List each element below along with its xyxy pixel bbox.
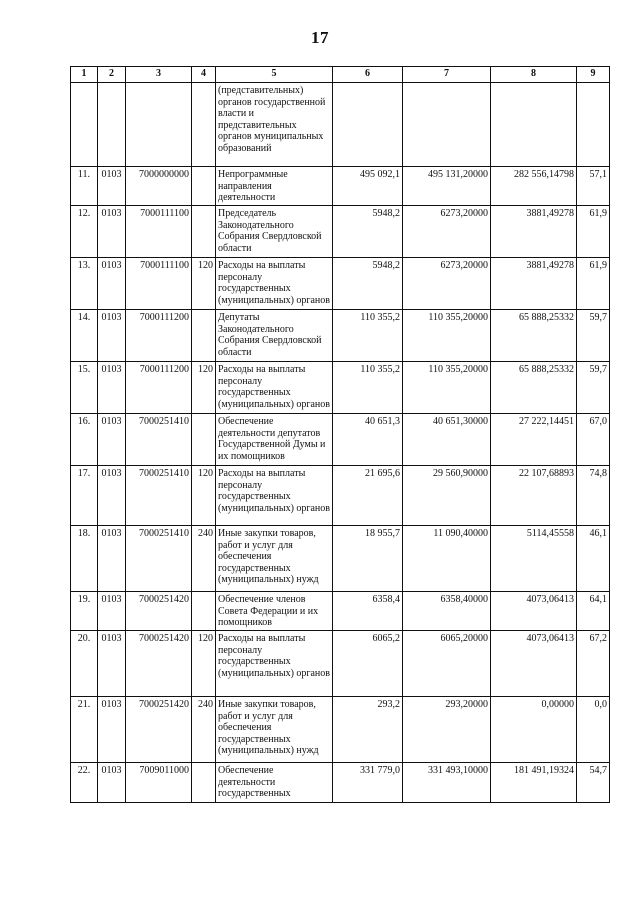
row-number: 14. (71, 310, 98, 362)
target-code: 7000111100 (126, 258, 192, 310)
item-name: (представительных) органов государственной власти и представительных органов муниципальных образований (216, 83, 333, 167)
item-name: Обеспечение деятельности депутатов Государственной Думы и их помощников (216, 414, 333, 466)
amount-revised: 29 560,90000 (403, 466, 491, 526)
amount-approved: 110 355,2 (333, 362, 403, 414)
amount-revised: 110 355,20000 (403, 310, 491, 362)
target-code: 7000111200 (126, 310, 192, 362)
amount-approved: 6065,2 (333, 631, 403, 697)
expense-type: 120 (192, 631, 216, 697)
amount-approved: 5948,2 (333, 258, 403, 310)
target-code: 7000251420 (126, 592, 192, 631)
expense-type: 240 (192, 697, 216, 763)
section-code: 0103 (98, 592, 126, 631)
table-row (71, 310, 610, 362)
section-code: 0103 (98, 206, 126, 258)
amount-executed: 27 222,14451 (491, 414, 577, 466)
table-row (71, 414, 610, 466)
item-name: Непрограммные направления деятельности (216, 167, 333, 206)
table-row (71, 526, 610, 592)
page-number: 17 (311, 28, 329, 47)
amount-revised: 495 131,20000 (403, 167, 491, 206)
percent-executed: 54,7 (577, 763, 610, 803)
percent-executed: 57,1 (577, 167, 610, 206)
item-name: Депутаты Законодательного Собрания Свердловской области (216, 310, 333, 362)
amount-approved: 495 092,1 (333, 167, 403, 206)
item-name: Председатель Законодательного Собрания Свердловской области (216, 206, 333, 258)
amount-executed (491, 83, 577, 167)
amount-revised: 110 355,20000 (403, 362, 491, 414)
section-code: 0103 (98, 526, 126, 592)
percent-executed: 61,9 (577, 206, 610, 258)
header-cell: 9 (577, 67, 610, 83)
row-number: 21. (71, 697, 98, 763)
amount-executed: 65 888,25332 (491, 310, 577, 362)
section-code: 0103 (98, 631, 126, 697)
section-code (98, 83, 126, 167)
expense-type (192, 310, 216, 362)
percent-executed: 67,2 (577, 631, 610, 697)
target-code: 7000111100 (126, 206, 192, 258)
amount-executed: 5114,45558 (491, 526, 577, 592)
row-number: 13. (71, 258, 98, 310)
amount-revised: 11 090,40000 (403, 526, 491, 592)
header-cell: 3 (126, 67, 192, 83)
row-number: 15. (71, 362, 98, 414)
percent-executed: 74,8 (577, 466, 610, 526)
target-code: 7000251410 (126, 466, 192, 526)
table-row (71, 83, 610, 167)
table-row (71, 206, 610, 258)
target-code: 7000251410 (126, 526, 192, 592)
section-code: 0103 (98, 310, 126, 362)
row-number: 16. (71, 414, 98, 466)
target-code (126, 83, 192, 167)
section-code: 0103 (98, 258, 126, 310)
target-code: 7000111200 (126, 362, 192, 414)
expense-type (192, 206, 216, 258)
amount-executed: 0,00000 (491, 697, 577, 763)
amount-executed: 4073,06413 (491, 631, 577, 697)
item-name: Расходы на выплаты персоналу государственных (муниципальных) органов (216, 362, 333, 414)
table-row (71, 631, 610, 697)
amount-approved: 5948,2 (333, 206, 403, 258)
percent-executed: 67,0 (577, 414, 610, 466)
target-code: 7000251420 (126, 631, 192, 697)
section-code: 0103 (98, 763, 126, 803)
item-name: Иные закупки товаров, работ и услуг для обеспечения государственных (муниципальных) нужд (216, 526, 333, 592)
amount-executed: 4073,06413 (491, 592, 577, 631)
amount-revised: 6065,20000 (403, 631, 491, 697)
header-cell: 2 (98, 67, 126, 83)
header-cell: 6 (333, 67, 403, 83)
row-number: 20. (71, 631, 98, 697)
amount-approved: 18 955,7 (333, 526, 403, 592)
section-code: 0103 (98, 466, 126, 526)
percent-executed: 59,7 (577, 362, 610, 414)
header-cell: 4 (192, 67, 216, 83)
amount-executed: 3881,49278 (491, 206, 577, 258)
expense-type (192, 592, 216, 631)
item-name: Иные закупки товаров, работ и услуг для обеспечения государственных (муниципальных) нужд (216, 697, 333, 763)
item-name: Расходы на выплаты персоналу государственных (муниципальных) органов (216, 631, 333, 697)
table-row (71, 592, 610, 631)
target-code: 7009011000 (126, 763, 192, 803)
row-number: 17. (71, 466, 98, 526)
section-code: 0103 (98, 697, 126, 763)
amount-approved (333, 83, 403, 167)
amount-executed: 22 107,68893 (491, 466, 577, 526)
amount-approved: 6358,4 (333, 592, 403, 631)
percent-executed: 59,7 (577, 310, 610, 362)
amount-revised (403, 83, 491, 167)
expense-type: 240 (192, 526, 216, 592)
amount-revised: 6273,20000 (403, 206, 491, 258)
percent-executed: 64,1 (577, 592, 610, 631)
row-number: 11. (71, 167, 98, 206)
expense-type: 120 (192, 362, 216, 414)
expense-type (192, 414, 216, 466)
table-row (71, 697, 610, 763)
table-body (71, 83, 610, 803)
header-row (71, 67, 610, 83)
target-code: 7000000000 (126, 167, 192, 206)
table-row (71, 167, 610, 206)
expense-type (192, 83, 216, 167)
expense-type (192, 763, 216, 803)
row-number: 22. (71, 763, 98, 803)
percent-executed: 0,0 (577, 697, 610, 763)
budget-table (70, 66, 610, 803)
amount-executed: 282 556,14798 (491, 167, 577, 206)
header-cell: 7 (403, 67, 491, 83)
amount-revised: 40 651,30000 (403, 414, 491, 466)
section-code: 0103 (98, 167, 126, 206)
amount-revised: 6358,40000 (403, 592, 491, 631)
row-number: 12. (71, 206, 98, 258)
row-number: 18. (71, 526, 98, 592)
amount-approved: 331 779,0 (333, 763, 403, 803)
percent-executed: 46,1 (577, 526, 610, 592)
percent-executed: 61,9 (577, 258, 610, 310)
amount-revised: 331 493,10000 (403, 763, 491, 803)
expense-type: 120 (192, 466, 216, 526)
table-row (71, 466, 610, 526)
percent-executed (577, 83, 610, 167)
expense-type (192, 167, 216, 206)
section-code: 0103 (98, 414, 126, 466)
item-name: Расходы на выплаты персоналу государственных (муниципальных) органов (216, 466, 333, 526)
item-name: Обеспечение членов Совета Федерации и их помощников (216, 592, 333, 631)
amount-approved: 21 695,6 (333, 466, 403, 526)
header-cell: 8 (491, 67, 577, 83)
amount-executed: 65 888,25332 (491, 362, 577, 414)
amount-approved: 293,2 (333, 697, 403, 763)
item-name: Обеспечение деятельности государственных (216, 763, 333, 803)
amount-revised: 293,20000 (403, 697, 491, 763)
header-cell: 1 (71, 67, 98, 83)
amount-revised: 6273,20000 (403, 258, 491, 310)
table-row (71, 362, 610, 414)
target-code: 7000251410 (126, 414, 192, 466)
amount-approved: 40 651,3 (333, 414, 403, 466)
row-number (71, 83, 98, 167)
item-name: Расходы на выплаты персоналу государственных (муниципальных) органов (216, 258, 333, 310)
amount-approved: 110 355,2 (333, 310, 403, 362)
expense-type: 120 (192, 258, 216, 310)
amount-executed: 3881,49278 (491, 258, 577, 310)
amount-executed: 181 491,19324 (491, 763, 577, 803)
header-cell: 5 (216, 67, 333, 83)
table-row (71, 258, 610, 310)
target-code: 7000251420 (126, 697, 192, 763)
row-number: 19. (71, 592, 98, 631)
table-row (71, 763, 610, 803)
section-code: 0103 (98, 362, 126, 414)
